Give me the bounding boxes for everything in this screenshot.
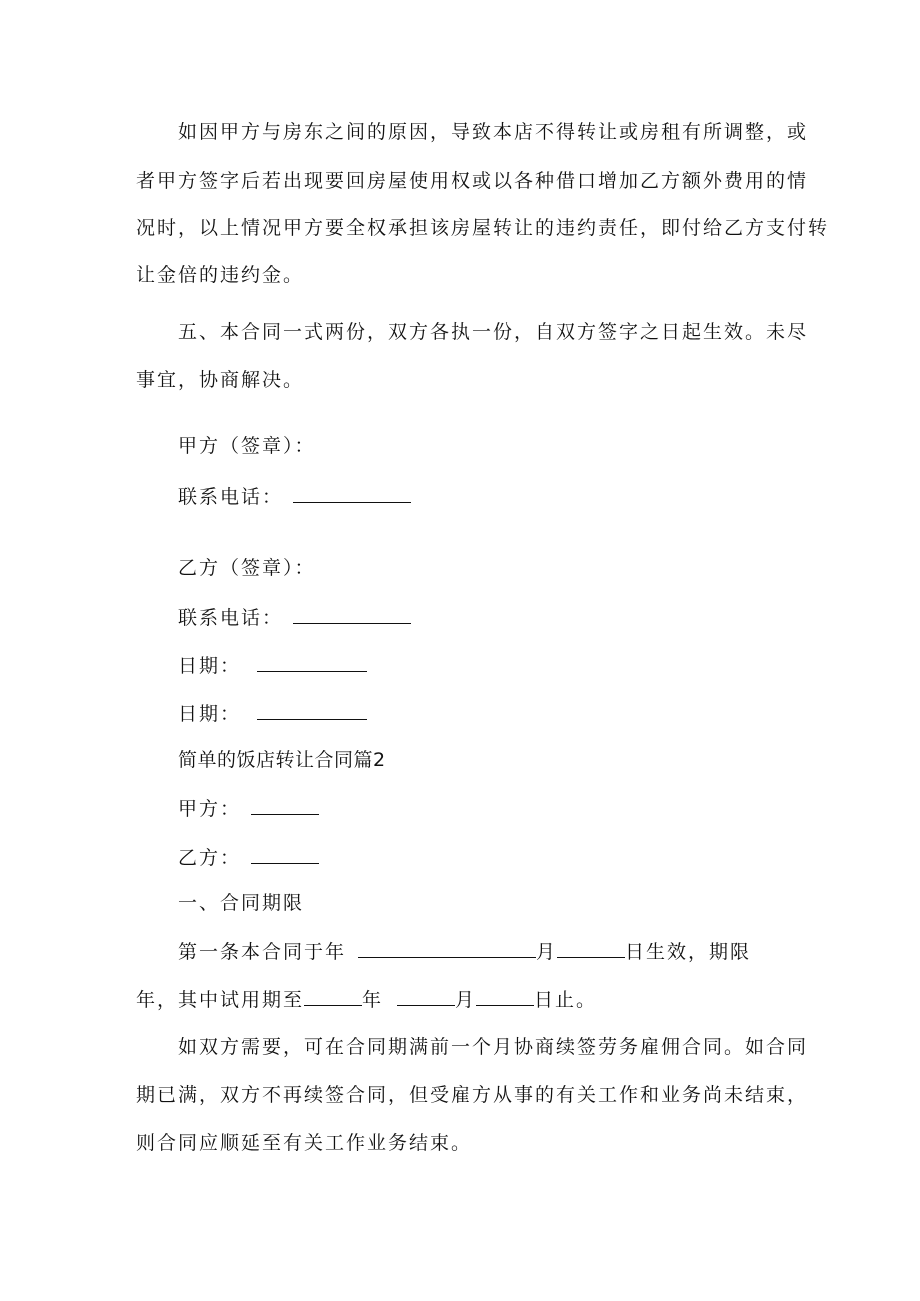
- breach-paragraph-line-3: 况时，以上情况甲方要全权承担该房屋转让的违约责任，即付给乙方支付转: [136, 217, 830, 239]
- party-a-signature-label: 甲方（签章）：: [178, 435, 316, 457]
- party-a-phone-label: 联系电话：: [178, 486, 284, 508]
- party-b-phone-row: [178, 605, 411, 630]
- article-1-line-2: [136, 987, 597, 1012]
- breach-paragraph-line-4: 让金倍的违约金。: [136, 264, 305, 286]
- probation-day-blank[interactable]: [476, 987, 534, 1006]
- section-2-party-b-blank[interactable]: [251, 845, 319, 864]
- article-1-year-blank[interactable]: [358, 939, 536, 958]
- section-2-party-a-row: [178, 796, 319, 821]
- section-2-party-b-label: 乙方：: [178, 847, 242, 869]
- renewal-paragraph-line-1: 如双方需要，可在合同期满前一个月协商续签劳务雇佣合同。如合同: [178, 1036, 809, 1058]
- date-blank-1[interactable]: [257, 653, 367, 672]
- date-row-2: [178, 701, 367, 726]
- section-2-party-a-blank[interactable]: [251, 796, 319, 815]
- section-2-party-b-row: [178, 845, 319, 870]
- clause-five-line-2: 事宜，协商解决。: [136, 369, 305, 391]
- article-1-start-text: 第一条本合同于年: [178, 941, 347, 963]
- date-blank-2[interactable]: [257, 701, 367, 720]
- party-a-phone-row: [178, 484, 411, 509]
- article-1-month-label: 月: [536, 941, 558, 963]
- section-2-title: 简单的饭店转让合同篇2: [178, 749, 386, 771]
- date-label-1: 日期：: [178, 655, 242, 677]
- probation-month-blank[interactable]: [397, 987, 455, 1006]
- article-1-probation-text: 年，其中试用期至: [136, 989, 305, 1011]
- party-b-phone-label: 联系电话：: [178, 607, 284, 629]
- probation-year-blank[interactable]: [304, 987, 362, 1006]
- probation-year-label: 年: [362, 989, 384, 1011]
- contract-term-heading: 一、合同期限: [178, 892, 305, 914]
- article-1-month-blank[interactable]: [557, 939, 625, 958]
- clause-five-line-1: 五、本合同一式两份，双方各执一份，自双方签字之日起生效。未尽: [178, 321, 809, 343]
- article-1-day-text: 日生效，期限: [625, 941, 752, 963]
- breach-paragraph-line-2: 者甲方签字后若出现要回房屋使用权或以各种借口增加乙方额外费用的情: [136, 170, 809, 192]
- party-b-phone-blank[interactable]: [293, 605, 411, 624]
- probation-month-label: 月: [455, 989, 477, 1011]
- date-row-1: [178, 653, 367, 678]
- probation-end-text: 日止。: [534, 989, 598, 1011]
- party-b-signature-label: 乙方（签章）：: [178, 557, 316, 579]
- date-label-2: 日期：: [178, 703, 242, 725]
- renewal-paragraph-line-2: 期已满，双方不再续签合同，但受雇方从事的有关工作和业务尚未结束，: [136, 1084, 809, 1106]
- renewal-paragraph-line-3: 则合同应顺延至有关工作业务结束。: [136, 1132, 473, 1154]
- article-1-line-1: [178, 939, 751, 964]
- breach-paragraph-line-1: 如因甲方与房东之间的原因，导致本店不得转让或房租有所调整，或: [178, 121, 809, 143]
- section-2-party-a-label: 甲方：: [178, 798, 242, 820]
- party-a-phone-blank[interactable]: [293, 484, 411, 503]
